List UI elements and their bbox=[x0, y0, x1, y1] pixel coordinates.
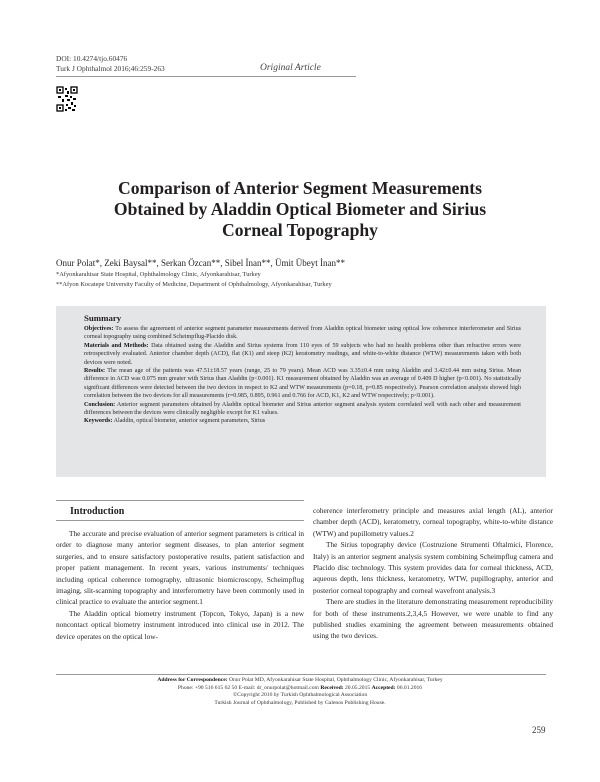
intro-paragraph: coherence interferometry principle and measures axial length (AL), anterior chamber depth (ACD), keratometry, corneal topography, white-to-white distance (WTW) and pupillometry values.2 bbox=[313, 506, 553, 538]
intro-paragraph: The accurate and precise evaluation of anterior segment parameters is critical in order to diagnose many anterior segment diseases, to plan anterior segment surgeries, and to ensure satisfactory postoperative results, patient satisfaction and proper patient management. In recent years, various instruments/ techniques including optical coherence tomography, ultrasonic biomicroscopy, Scheimpflug imaging, slit-scanning topography and interferometry have been commonly used in clinical practice to evaluate the anterior segment.1 bbox=[56, 529, 304, 607]
address-label: Address for Correspondence: bbox=[157, 677, 228, 683]
doi: DOI: 10.4274/tjo.60476 bbox=[56, 54, 128, 63]
methods-label: Materials and Methods: bbox=[84, 342, 149, 349]
received-date: 20.05.2015 bbox=[343, 684, 371, 691]
correspondence bbox=[0, 677, 600, 707]
address: Onur Polat MD, Afyonkarahisar State Hospital, Ophthalmology Clinic, Afyonkarahisar, Turkey bbox=[227, 677, 443, 683]
summary-heading: Summary bbox=[84, 313, 122, 323]
affiliation-2: **Afyon Kocatepe University Faculty of Medicine, Department of Ophthalmology, Afyonkarahisar, Turkey bbox=[56, 281, 332, 288]
intro-column-right bbox=[313, 505, 553, 642]
qr-code-icon bbox=[56, 86, 78, 112]
intro-rule-top bbox=[56, 500, 304, 501]
page-number: 259 bbox=[532, 725, 546, 735]
citation: Turk J Ophthalmol 2016;46:259-263 bbox=[56, 64, 165, 73]
title-line: Comparison of Anterior Segment Measurements bbox=[118, 178, 482, 198]
affiliation-1: *Afyonkarahisar State Hospital, Ophthalmology Clinic, Afyonkarahisar, Turkey bbox=[56, 271, 261, 278]
objectives-label: Objectives: bbox=[84, 326, 114, 332]
footer-rule bbox=[56, 674, 546, 675]
intro-paragraph: The Aladdin optical biometry instrument (Topcon, Tokyo, Japan) is a new noncontact optical biometry instrument introduced into clinical use in 2012. The device operates on the optical low- bbox=[56, 608, 304, 641]
intro-rule-bottom bbox=[56, 520, 304, 521]
copyright: ©Copyright 2016 by Turkish Ophthalmological Association bbox=[232, 692, 368, 699]
article-title bbox=[60, 178, 540, 241]
methods: Materials and Methods: Data obtained using the Aladdin and Sirius systems from 110 eyes of 59 subjects who had no health problems other than refractive errors were retrospectively evaluated. Anterior chamber depth (ACD), flat (K1) and steep (K2) keratometry readings, and white-to-white distance (WTW) measurements taken with both devices were noted. bbox=[84, 342, 522, 366]
accepted-label: Accepted: bbox=[371, 684, 396, 691]
title-line: Corneal Topography bbox=[222, 220, 378, 240]
summary-text bbox=[84, 325, 521, 426]
intro-paragraph: The Sirius topography device (Costruzione Strumenti Oftalmici, Florence, Italy) is an anterior segment analysis system combining Scheimpflug camera and Placido disc technology. This system provides data for corneal thickness, ACD, aqueous depth, lens thickness, keratometry, WTW, pupillography, anterior and posterior corneal topography and corneal wavefront analysis.3 bbox=[313, 540, 553, 595]
received-label: Received: bbox=[320, 684, 344, 691]
keywords: Keywords: Aladdin, optical biometer, anterior segment parameters, Sirius bbox=[84, 418, 266, 425]
intro-column-left bbox=[56, 528, 304, 642]
conclusion-label: Conclusion: bbox=[84, 401, 116, 408]
accepted-date: 06.01.2016 bbox=[395, 684, 423, 691]
phone-email: Phone: +90 516 615 62 50 E-mail: dr_onurpolat@hotmail.com bbox=[177, 684, 319, 691]
title-line: Obtained by Aladdin Optical Biometer and Sirius bbox=[113, 199, 487, 219]
keywords-label: Keywords: bbox=[84, 418, 113, 425]
results-label: Results: bbox=[84, 368, 105, 375]
article-type: Original Article bbox=[260, 63, 321, 73]
results: Results: The mean age of the patients was 47.51±18.57 years (range, 25 to 79 years). Mean ACD was 3.35±0.4 mm using Aladdin and 3.42±0.44 mm using Sirius. Mean difference in ACD was 0.075 mm greater with Sirius than Aladdin (p<0.001). K1 measurement obtained by Aladdin was an average of 0.409 D higher (p<0.001). No statistically significant differences were detected between the two devices in respect to K2 and WTW measurements (p=0.18, p=0.85 respectively). Pearson correlation analysis showed high correlation between the two devices for all measurements (r=0.985, 0.895, 0.961 and 0.766 for ACD, K1, K2 and WTW respectively; p<0.001). bbox=[84, 368, 521, 400]
intro-paragraph: There are studies in the literature demonstrating measurement reproducibility for both of these instruments.2,3,4,5 However, we were unable to find any published studies examining the agreement between measurements obtained using the two devices. bbox=[313, 597, 553, 641]
conclusion: Conclusion: Anterior segment parameters obtained by Aladdin optical biometer and Sirius anterior segment analysis system correlated well with each other and measurement differences between the devices were clinically negligible except for K1 values. bbox=[84, 401, 521, 417]
header-rule bbox=[56, 76, 356, 77]
publisher: Turkish Journal of Ophthalmology, Published by Galenos Publishing House. bbox=[214, 699, 386, 706]
intro-heading: Introduction bbox=[70, 506, 125, 517]
objectives: Objectives: To assess the agreement of anterior segment parameter measurements derived from Aladdin optical biometer using optical low coherence interferometer and Sirius corneal topography using combined Scheimpflug-Placido disk. bbox=[84, 326, 521, 341]
authors: Onur Polat*, Zeki Baysal**, Serkan Özcan**, Sibel İnan**, Ümit Übeyt İnan** bbox=[56, 258, 345, 268]
